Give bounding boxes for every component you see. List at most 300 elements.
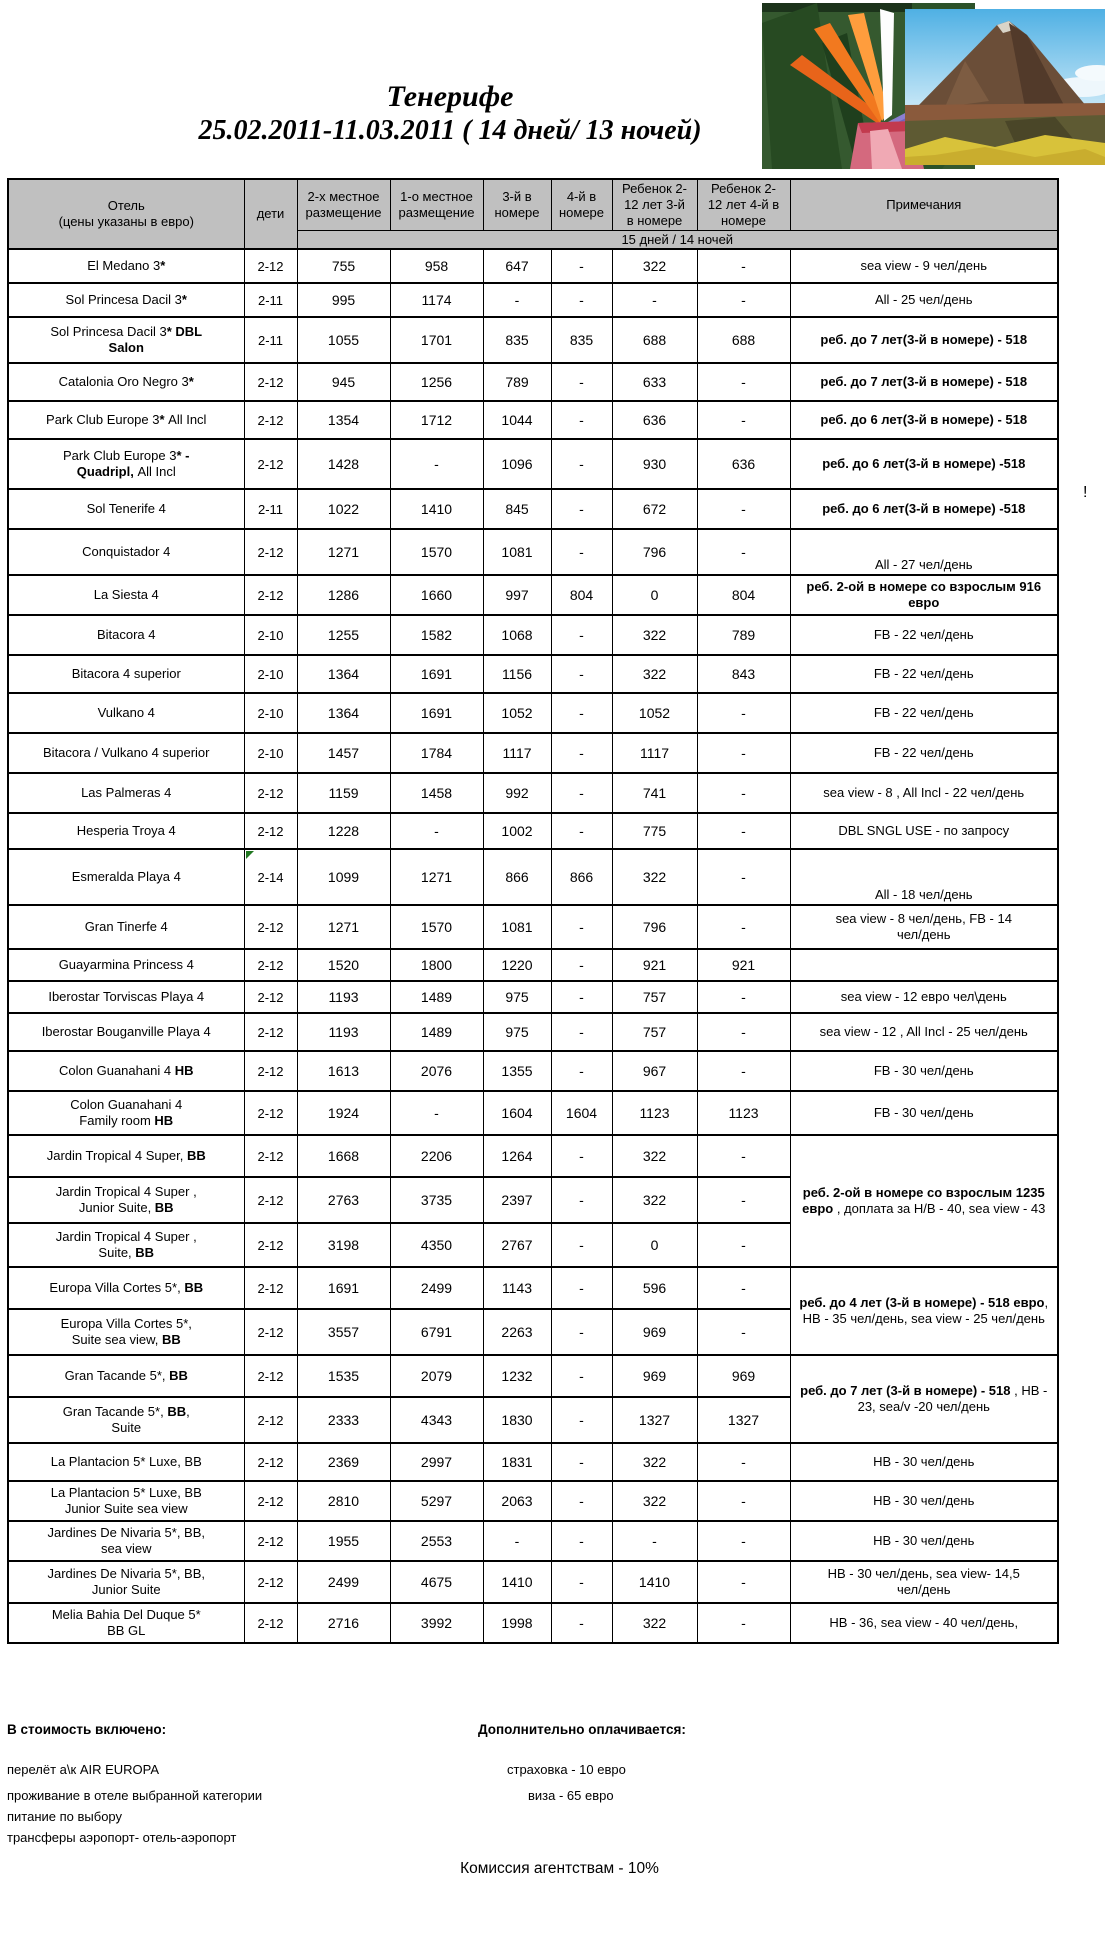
hotel-cell: Vulkano 4 [8,693,244,733]
price-cell: 2076 [390,1051,483,1091]
table-row [8,1051,1058,1091]
price-cell: 322 [612,1481,697,1521]
price-cell: 1081 [483,905,551,949]
table-row [8,615,1058,655]
price-cell: 967 [612,1051,697,1091]
price-cell: - [697,1561,790,1603]
price-cell: 804 [697,575,790,615]
price-cell: 1327 [697,1397,790,1443]
note-cell: реб. 2-ой в номере со взрослым 916 евро [790,575,1058,615]
hotel-cell: Gran Tacande 5*, BB, Suite [8,1397,244,1443]
price-cell: 1193 [297,981,390,1013]
table-body [8,249,1058,1643]
table-row [8,655,1058,693]
hotel-cell: Bitacora 4 [8,615,244,655]
price-cell: - [551,655,612,693]
price-cell: 958 [390,249,483,283]
table-row [8,575,1058,615]
price-cell: 1410 [612,1561,697,1603]
hotel-cell: La Plantacion 5* Luxe, BB [8,1443,244,1481]
note-cell: FB - 30 чел/день [790,1091,1058,1135]
price-cell: - [697,249,790,283]
price-cell: - [551,489,612,529]
note-cell: реб. до 6 лет(3-й в номере) -518 [790,439,1058,489]
price-cell: - [551,1135,612,1177]
included-item: проживание в отеле выбранной категории [7,1788,263,1803]
price-cell: 975 [483,1013,551,1051]
price-cell: 945 [297,363,390,401]
hotel-cell: Jardines De Nivaria 5*, BB, sea view [8,1521,244,1561]
price-cell: 1123 [612,1091,697,1135]
price-cell: - [483,1521,551,1561]
table-row [8,1481,1058,1521]
table-row [8,1013,1058,1051]
price-cell: - [551,1355,612,1397]
table-row [8,849,1058,905]
hotel-cell: Sol Princesa Dacil 3* [8,283,244,317]
note-cell: FB - 22 чел/день [790,693,1058,733]
price-cell: - [551,283,612,317]
note-cell: sea view - 12 евро чел\день [790,981,1058,1013]
children-age-cell: 2-12 [244,1443,297,1481]
children-age-cell: 2-12 [244,905,297,949]
col-header: Ребенок 2- 12 лет 4-й в номере [697,179,790,231]
price-cell: 2263 [483,1309,551,1355]
note-cell: sea view - 12 , All Incl - 25 чел/день [790,1013,1058,1051]
price-cell: 2369 [297,1443,390,1481]
price-cell: - [697,733,790,773]
price-cell: 0 [612,1223,697,1267]
table-row [8,489,1058,529]
price-cell: 1660 [390,575,483,615]
col-header: 2-х местное размещение [297,179,390,231]
children-age-cell: 2-12 [244,363,297,401]
hotel-cell: El Medano 3* [8,249,244,283]
price-cell: 3992 [390,1603,483,1643]
hotel-cell: Sol Tenerife 4 [8,489,244,529]
price-cell: - [551,693,612,733]
hotel-cell: Conquistador 4 [8,529,244,575]
children-age-cell: 2-12 [244,1135,297,1177]
price-cell: - [390,439,483,489]
note-cell: реб. до 4 лет (3-й в номере) - 518 евро, HB - 35 чел/день, sea view - 25 чел/день [790,1267,1058,1355]
price-cell: - [551,949,612,981]
table-row [8,773,1058,813]
price-cell: 1174 [390,283,483,317]
hotel-cell: Europa Villa Cortes 5*, Suite sea view, BB [8,1309,244,1355]
price-cell: 4350 [390,1223,483,1267]
stray-exclamation-mark: ! [1083,484,1088,501]
price-cell: 1220 [483,949,551,981]
children-age-cell: 2-12 [244,813,297,849]
hotel-cell: Hesperia Troya 4 [8,813,244,849]
price-cell: 1123 [697,1091,790,1135]
price-cell: 1286 [297,575,390,615]
note-cell: реб. 2-ой в номере со взрослым 1235 евро , доплата за H/B - 40, sea view - 43 [790,1135,1058,1267]
price-cell: - [697,1177,790,1223]
price-cell: - [551,401,612,439]
children-age-cell: 2-12 [244,249,297,283]
hotel-cell: Park Club Europe 3* - Quadripl, All Incl [8,439,244,489]
price-cell: 789 [697,615,790,655]
price-cell: 1364 [297,655,390,693]
price-cell: 2763 [297,1177,390,1223]
children-age-cell: 2-12 [244,1355,297,1397]
note-cell: HB - 30 чел/день, sea view- 14,5 чел/день [790,1561,1058,1603]
price-cell: 930 [612,439,697,489]
children-age-cell: 2-12 [244,949,297,981]
price-cell: 1327 [612,1397,697,1443]
hotel-cell: Las Palmeras 4 [8,773,244,813]
table-row [8,1091,1058,1135]
table-row [8,401,1058,439]
price-cell: - [697,813,790,849]
price-cell: 975 [483,981,551,1013]
price-cell: - [697,529,790,575]
price-cell: 1428 [297,439,390,489]
included-item: трансферы аэропорт- отель-аэропорт [7,1830,237,1845]
children-age-cell: 2-12 [244,575,297,615]
price-cell: - [551,1309,612,1355]
price-cell: 1355 [483,1051,551,1091]
hotel-cell: Jardin Tropical 4 Super , Suite, BB [8,1223,244,1267]
price-cell: - [697,1267,790,1309]
price-cell: 775 [612,813,697,849]
table-header [8,179,1058,249]
price-cell: 2333 [297,1397,390,1443]
price-cell: 1159 [297,773,390,813]
price-cell: - [612,1521,697,1561]
hotel-cell: Europa Villa Cortes 5*, BB [8,1267,244,1309]
price-cell: 866 [551,849,612,905]
price-cell: - [697,1013,790,1051]
duration-subheader: 15 дней / 14 ночей [297,231,1058,250]
hotel-cell: Sol Princesa Dacil 3* DBL Salon [8,317,244,363]
price-cell: 322 [612,1443,697,1481]
price-cell: 636 [697,439,790,489]
price-cell: 843 [697,655,790,693]
price-cell: 1520 [297,949,390,981]
price-cell: 1582 [390,615,483,655]
price-cell: 1604 [551,1091,612,1135]
price-cell: 636 [612,401,697,439]
price-cell: - [551,1443,612,1481]
note-cell: реб. до 6 лет(3-й в номере) -518 [790,489,1058,529]
table-row [8,439,1058,489]
price-cell: 796 [612,905,697,949]
children-age-cell: 2-12 [244,1051,297,1091]
price-cell: 322 [612,655,697,693]
price-cell: - [697,1309,790,1355]
price-cell: - [697,1521,790,1561]
price-cell: 755 [297,249,390,283]
price-cell: 1570 [390,529,483,575]
table-row [8,1135,1058,1177]
price-cell: 1156 [483,655,551,693]
col-header: 1-о местное размещение [390,179,483,231]
price-cell: - [697,693,790,733]
hotel-cell: Esmeralda Playa 4 [8,849,244,905]
price-cell: 1410 [483,1561,551,1603]
included-item: питание по выбору [7,1809,123,1824]
children-age-cell: 2-12 [244,981,297,1013]
table-row [8,283,1058,317]
price-cell: 1052 [483,693,551,733]
children-age-cell: 2-12 [244,439,297,489]
price-cell: - [551,1603,612,1643]
date-range-title: 25.02.2011-11.03.2011 ( 14 дней/ 13 ночей) [198,115,702,146]
children-age-cell: 2-12 [244,1223,297,1267]
price-cell: 1099 [297,849,390,905]
price-cell: - [551,1267,612,1309]
price-cell: 1256 [390,363,483,401]
price-cell: 997 [483,575,551,615]
price-cell: 835 [483,317,551,363]
price-cell: 1055 [297,317,390,363]
note-cell: All - 27 чел/день [790,529,1058,575]
price-cell: - [551,1223,612,1267]
price-cell: 2716 [297,1603,390,1643]
price-cell: 804 [551,575,612,615]
note-cell: реб. до 7 лет (3-й в номере) - 518 , HB - 23, sea/v -20 чел/день [790,1355,1058,1443]
price-cell: - [551,1051,612,1091]
table-row [8,529,1058,575]
children-age-cell: 2-12 [244,1481,297,1521]
price-cell: 1228 [297,813,390,849]
note-cell: DBL SNGL USE - по запросу [790,813,1058,849]
price-cell: 992 [483,773,551,813]
children-age-cell: 2-10 [244,615,297,655]
table-row [8,733,1058,773]
hotel-cell: Gran Tinerfe 4 [8,905,244,949]
hotel-cell: Jardin Tropical 4 Super , Junior Suite, BB [8,1177,244,1223]
children-age-cell: 2-14 [244,849,297,905]
price-cell: 1535 [297,1355,390,1397]
note-cell: реб. до 7 лет(3-й в номере) - 518 [790,363,1058,401]
children-age-cell: 2-10 [244,655,297,693]
price-cell: 1255 [297,615,390,655]
included-item: перелёт а\к AIR EUROPA [7,1762,160,1777]
children-age-cell: 2-12 [244,1397,297,1443]
price-cell: - [551,1177,612,1223]
price-cell: - [551,1013,612,1051]
price-cell: - [697,981,790,1013]
price-cell: 1052 [612,693,697,733]
price-cell: 1712 [390,401,483,439]
table-row [8,1561,1058,1603]
children-age-cell: 2-12 [244,1013,297,1051]
price-cell: - [551,249,612,283]
price-cell: 789 [483,363,551,401]
price-cell: 4343 [390,1397,483,1443]
col-header-children: дети [244,179,297,249]
price-cell: 2810 [297,1481,390,1521]
price-cell: 1271 [297,529,390,575]
price-cell: 1691 [297,1267,390,1309]
price-cell: 4675 [390,1561,483,1603]
price-cell: 1002 [483,813,551,849]
children-age-cell: 2-12 [244,1177,297,1223]
price-cell: 866 [483,849,551,905]
price-cell: - [697,1135,790,1177]
price-cell: 3557 [297,1309,390,1355]
children-age-cell: 2-11 [244,283,297,317]
note-cell: реб. до 6 лет(3-й в номере) - 518 [790,401,1058,439]
price-cell: 1830 [483,1397,551,1443]
note-cell: sea view - 8 , All Incl - 22 чел/день [790,773,1058,813]
children-age-cell: 2-12 [244,1091,297,1135]
price-cell: 835 [551,317,612,363]
hotel-cell: Guayarmina Princess 4 [8,949,244,981]
table-row [8,1267,1058,1309]
hotel-cell: La Siesta 4 [8,575,244,615]
price-cell: 688 [697,317,790,363]
price-cell: 1364 [297,693,390,733]
price-cell: 1613 [297,1051,390,1091]
price-cell: 1691 [390,655,483,693]
price-cell: 2499 [390,1267,483,1309]
price-cell: - [390,813,483,849]
price-cell: 1271 [297,905,390,949]
price-cell: 1668 [297,1135,390,1177]
price-cell: 1831 [483,1443,551,1481]
price-cell: - [551,1561,612,1603]
price-cell: 322 [612,1177,697,1223]
children-age-cell: 2-12 [244,1603,297,1643]
table-row [8,693,1058,733]
price-cell: 2997 [390,1443,483,1481]
price-cell: 1410 [390,489,483,529]
price-cell: 1701 [390,317,483,363]
note-cell: FB - 22 чел/день [790,655,1058,693]
price-cell: 1271 [390,849,483,905]
price-cell: 1068 [483,615,551,655]
note-cell: All - 25 чел/день [790,283,1058,317]
price-cell: 969 [697,1355,790,1397]
price-cell: 1489 [390,1013,483,1051]
price-cell: 322 [612,849,697,905]
price-cell: - [697,489,790,529]
note-cell: FB - 22 чел/день [790,615,1058,655]
hotel-cell: Park Club Europe 3* All Incl [8,401,244,439]
price-cell: - [551,733,612,773]
price-cell: - [551,439,612,489]
price-cell: 1022 [297,489,390,529]
hotel-cell: Jardin Tropical 4 Super, BB [8,1135,244,1177]
table-row [8,813,1058,849]
price-cell: 1604 [483,1091,551,1135]
hotel-cell: Gran Tacande 5*, BB [8,1355,244,1397]
price-cell: 1457 [297,733,390,773]
hotel-cell: Bitacora / Vulkano 4 superior [8,733,244,773]
price-cell: 969 [612,1355,697,1397]
price-cell: 1784 [390,733,483,773]
note-cell [790,949,1058,981]
price-cell: - [697,1223,790,1267]
price-cell: 1354 [297,401,390,439]
price-cell: 1044 [483,401,551,439]
hotel-cell: Iberostar Torviscas Playa 4 [8,981,244,1013]
note-cell: HB - 30 чел/день [790,1481,1058,1521]
price-cell: 3198 [297,1223,390,1267]
children-age-cell: 2-12 [244,773,297,813]
price-cell: - [551,1397,612,1443]
children-age-cell: 2-12 [244,1309,297,1355]
price-cell: 741 [612,773,697,813]
price-table [7,178,1059,1644]
price-cell: 969 [612,1309,697,1355]
col-header-hotel: Отель (цены указаны в евро) [8,179,244,249]
price-cell: 995 [297,283,390,317]
col-header: Примечания [790,179,1058,231]
price-cell: - [551,905,612,949]
children-age-cell: 2-10 [244,693,297,733]
hotel-cell: Catalonia Oro Negro 3* [8,363,244,401]
extra-payment-section-title: Дополнительно оплачивается: [478,1722,686,1737]
page-title [90,80,810,148]
price-cell: 757 [612,1013,697,1051]
price-cell: 1117 [483,733,551,773]
children-age-cell: 2-10 [244,733,297,773]
price-cell: - [697,905,790,949]
price-cell: 322 [612,615,697,655]
col-header: 4-й в номере [551,179,612,231]
hotel-cell: La Plantacion 5* Luxe, BB Junior Suite sea view [8,1481,244,1521]
price-cell: 596 [612,1267,697,1309]
table-row [8,905,1058,949]
note-cell: FB - 22 чел/день [790,733,1058,773]
price-cell: - [697,283,790,317]
table-row [8,249,1058,283]
price-cell: 1800 [390,949,483,981]
price-cell: 5297 [390,1481,483,1521]
price-cell: - [697,849,790,905]
price-cell: 647 [483,249,551,283]
price-cell: - [697,401,790,439]
price-cell: - [551,1481,612,1521]
price-cell: 1232 [483,1355,551,1397]
price-cell: - [551,813,612,849]
children-age-cell: 2-12 [244,1267,297,1309]
price-cell: 1117 [612,733,697,773]
children-age-cell: 2-12 [244,1561,297,1603]
price-cell: 845 [483,489,551,529]
price-cell: - [483,283,551,317]
agency-commission-note: Комиссия агентствам - 10% [460,1860,659,1877]
children-age-cell: 2-11 [244,489,297,529]
children-age-cell: 2-11 [244,317,297,363]
price-cell: 6791 [390,1309,483,1355]
price-cell: 2063 [483,1481,551,1521]
note-cell: FB - 30 чел/день [790,1051,1058,1091]
table-row [8,1443,1058,1481]
price-cell: 796 [612,529,697,575]
table-row [8,363,1058,401]
col-header: 3-й в номере [483,179,551,231]
note-cell: HB - 30 чел/день [790,1521,1058,1561]
price-cell: 1081 [483,529,551,575]
hotel-cell: Jardines De Nivaria 5*, BB, Junior Suite [8,1561,244,1603]
price-cell: 0 [612,575,697,615]
hotel-cell: Iberostar Bouganville Playa 4 [8,1013,244,1051]
extra-payment-item: страховка - 10 евро [507,1762,626,1777]
price-cell: 1955 [297,1521,390,1561]
price-cell: - [551,615,612,655]
price-cell: 757 [612,981,697,1013]
price-cell: - [551,1521,612,1561]
price-cell: 2553 [390,1521,483,1561]
price-cell: 921 [612,949,697,981]
